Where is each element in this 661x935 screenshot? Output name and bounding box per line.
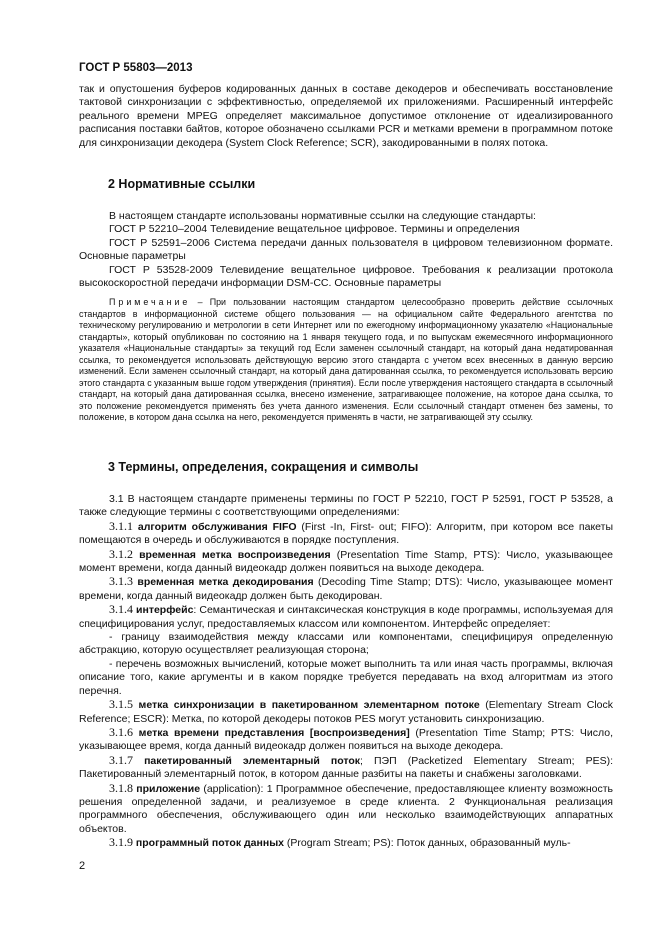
list-item: - границу взаимодействия между классами или компонентами, специфицируя определенную абстракцию, которую осуществляет реализующая сторона; [79,631,613,657]
refs-lead: В настоящем стандарте использованы нормативные ссылки на следующие стандарты: [109,210,536,222]
term-3-1-9: 3.1.9 программный поток данных (Program Stream; PS): Поток данных, образованный муль- [109,835,571,850]
terms-lead: 3.1 В настоящем стандарте применены термины по ГОСТ Р 52210, ГОСТ Р 52591, ГОСТ Р 53528, а также следующие термины с соответствующими определениями: [79,493,613,519]
note-text: – При пользовании настоящим стандартом целесообразно проверить действие ссылочных стандартов в информационной системе общего пользования — на официальном сайте Федерального агентства по техническому регулированию и метрологии в сети Интернет или по ежегодному информационному указателю «Национальные стандарты», который опубликован по состоянию на 1 января текущего года, и по выпускам ежемесячного информационного указателя «Национальные стандарты» за текущий год Если заменен ссылочный стандарт, на который дана недатированная ссылка, то рекомендуется использовать действующую версию этого стандарта с учетом всех внесенных в данную версию изменений. Если заменен ссылочный стандарт, на который дана датированная ссылка, то рекомендуется использовать версию этого стандарта с указанным выше годом утверждения (принятия). Если после утверждения настоящего стандарта в ссылочный стандарт, на который дана датированная ссылка, внесено изменение, затрагивающее положение, на которое дана ссылка, то это положение рекомендуется применять без учета данного изменения. Если ссылочный стандарт отменен без замены, то положение, в котором дана ссылка на него, рекомендуется применять в части, не затрагивающей эту ссылку. [79,297,613,423]
section-3-heading: 3 Термины, определения, сокращения и символы [108,460,419,474]
ref-item: ГОСТ Р 53528-2009 Телевидение вещательное цифровое. Требования к реализации протокола высокоскоростной передачи информации DSM-CC. Основные параметры [79,263,613,290]
term-3-1-6: 3.1.6 метка времени представления [воспроизведения] (Presentation Time Stamp; PTS: Число, указывающее время, когда данный видеокадр должен появиться на выходе декодера. [79,724,613,753]
note-paragraph [79,297,613,424]
page-number: 2 [79,860,86,872]
running-header: ГОСТ Р 55803—2013 [79,62,193,74]
intro-paragraph [79,83,613,150]
ref-item: ГОСТ Р 52591–2006 Система передачи данных пользователя в цифровом телевизионном формате. Основные параметры [79,236,613,263]
intro-text: так и опустошения буферов кодированных данных в составе декодеров и обеспечивать восстановление тактовой синхронизации с эффективностью, определяемой их приложениями. Расширенный интерфейс реального времени MPEG определяет максимальное допустимое отклонение от идеализированного расписания поставки байтов, которое обозначено ссылками PCR и метками времени в программном потоке для синхронизации декодера (System Clock Reference; SCR), закодированными в полях потока. [79,83,613,149]
section-3-body [79,493,613,851]
term-3-1-4: 3.1.4 интерфейс: Семантическая и синтаксическая конструкция в коде программы, используемая для специфицирования услуг, предоставляемых классом или компонентом. Интерфейс определяет: [79,602,613,630]
term-3-1-1: 3.1.1 алгоритм обслуживания FIFO (First -In, First- out; FIFO): Алгоритм, при котором все пакеты помещаются в очередь и обслуживаются в порядке поступления. [79,518,614,547]
note-label: Примечание [109,297,191,307]
term-3-1-2: 3.1.2 временная метка воспроизведения (Presentation Time Stamp, PTS): Число, указывающее момент времени, когда данный видеокадр должен появиться на выходе декодера. [79,546,613,575]
term-3-1-5: 3.1.5 метка синхронизации в пакетированном элементарном потоке (Elementary Stream Clock Reference; ESCR): Метка, по которой декодеры потоков PES могут установить синхронизацию. [79,697,614,725]
term-3-1-7: 3.1.7 пакетированный элементарный поток; ПЭП (Packetized Elementary Stream; PES): Пакетированный элементарный поток, в котором данные разбиты на пакеты и снабжены заголовками. [79,752,614,781]
ref-item: ГОСТ Р 52210–2004 Телевидение вещательное цифровое. Термины и определения [109,223,520,236]
section-2-body [79,210,613,290]
term-3-1-3: 3.1.3 временная метка декодирования (Decoding Time Stamp; DTS): Число, указывающее момент времени, когда данный видеокадр должен быть декодирован. [79,574,613,602]
list-item: - перечень возможных вычислений, которые может выполнить та или иная часть программы, включая описание того, какие аргументы и в каком порядке требуется передавать на вход алгоритмам из этого перечня. [79,657,613,697]
section-2-heading: 2 Нормативные ссылки [108,177,256,191]
term-3-1-8: 3.1.8 приложение (application): 1 Программное обеспечение, предоставляющее клиенту возможность решения определенной задачи, и реализуемое в среде клиента. 2 Функциональная реализация программного обеспечения, обслуживающего один или несколько взаимодействующих аппаратных объектов. [79,780,613,835]
